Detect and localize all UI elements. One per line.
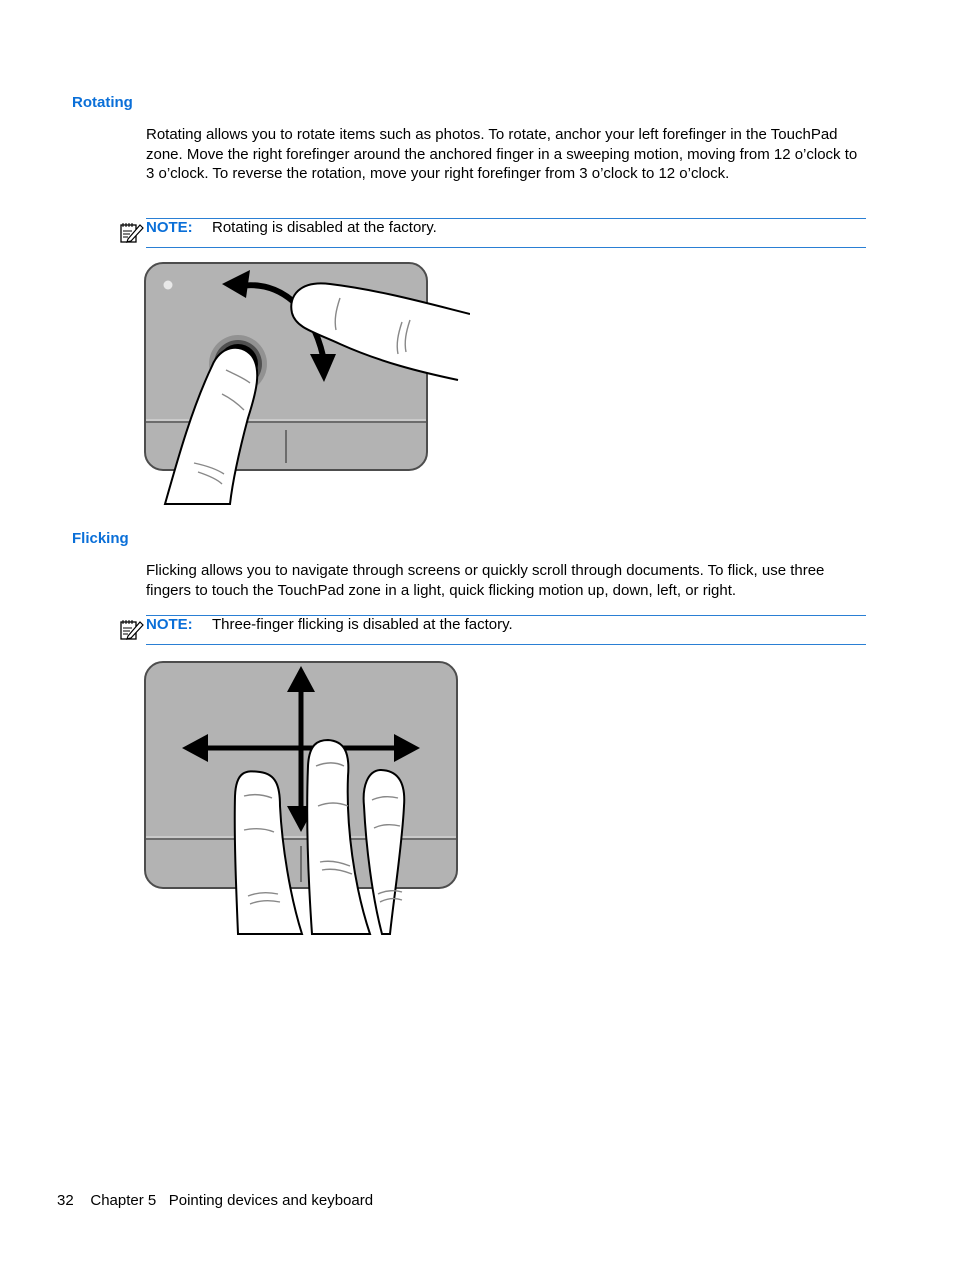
page-footer [57,1192,373,1209]
flicking-paragraph: Flicking allows you to navigate through screens or quickly scroll through documents. To flick, use three fingers to touch the TouchPad zone in a light, quick flicking motion up, down, left, or right. [146,562,825,599]
note-text: Rotating is disabled at the factory. [212,219,437,236]
note-pencil-icon [118,220,144,244]
rotating-heading: Rotating [72,94,133,111]
rotating-paragraph: Rotating allows you to rotate items such as photos. To rotate, anchor your left forefinger in the TouchPad zone. Move the right forefinger around the anchored finger in a sweeping motion, moving from 12 o’clock to 3 o’clock. To reverse the rotation, move your right forefinger from 3 o’clock to 12 o’clock. [146,126,858,182]
flicking-heading: Flicking [72,530,129,547]
rotating-note [146,218,866,248]
note-pencil-icon [118,617,144,641]
flicking-note [146,615,866,645]
footer-chapter: Chapter 5 [90,1192,157,1209]
rotating-gesture-illustration [140,258,470,508]
flicking-gesture-illustration [140,656,470,936]
note-label: NOTE: [146,616,193,633]
note-label: NOTE: [146,219,193,236]
note-text: Three-finger flicking is disabled at the factory. [212,616,513,633]
footer-chapter-title: Pointing devices and keyboard [168,1192,374,1209]
page-number: 32 [57,1192,74,1209]
